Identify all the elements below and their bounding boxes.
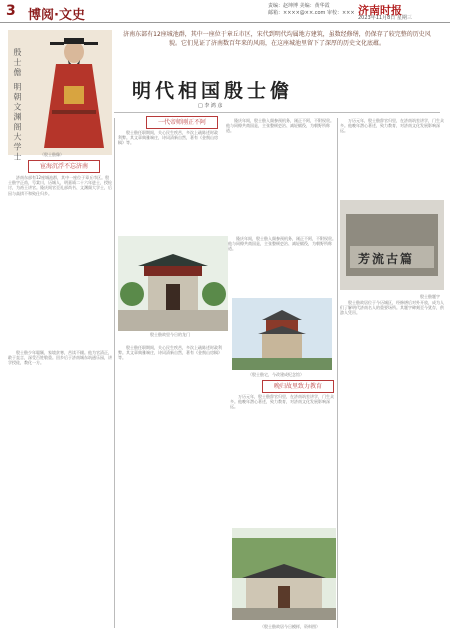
paragraph: 济南东部有12座城池群，其中一座位于章丘市区。殷士儋字正甫，号棠川，历城人，明嘉靖二十六年进士，授检讨，为裕王讲官。隆庆间官至礼部尚书、文渊阁大学士，后因与高拱不和致仕归乡。 — [8, 175, 112, 196]
paragraph: 殷士儋少年聪颖，家境贫寒，苦读不辍。他为官清正，敢于直言，深受百姓敬重。回乡后于济南城东筑通乐园，讲学授徒，教化一方。 — [8, 350, 112, 366]
gate-illustration — [118, 236, 228, 331]
paragraph: 殷士儋任职期间，关心民生疾苦，多次上疏陈述时政利弊。其文章典雅端庄，诗词清新自然，著有《金舆山房稿》等。 — [118, 345, 222, 361]
column-mid-2 — [226, 118, 336, 230]
residence-caption: （殷士儋故居今日模样，资料图） — [260, 624, 320, 629]
issue-date: 2023年11月8日 星期三 — [358, 15, 412, 21]
portrait-illustration — [8, 30, 112, 155]
column-divider — [114, 118, 115, 628]
page-number: 3 — [6, 3, 16, 19]
subhead-middle: 一代帝师刚正不阿 — [146, 116, 218, 129]
calligraphy-text: 殷士儋 明朝文渊阁大学士 — [13, 48, 22, 163]
paragraph: 隆庆年间，殷士儋入阁参预机务，刚正不阿，不附权贵。他与同僚共商国是，主张整顿吏治、减轻赋役，为朝野所称道。 — [226, 118, 334, 134]
article-headline: 明代相国殷士儋 — [132, 80, 294, 102]
portrait-figure — [8, 30, 112, 155]
subhead-left: 宦海沉浮不忘济南 — [28, 160, 100, 173]
column-mid-3 — [228, 236, 336, 296]
tower-illustration — [232, 298, 332, 370]
column-divider — [337, 118, 338, 628]
gate-photo — [118, 236, 228, 331]
intro-text: 济南东部有12座城池群，其中一座位于章丘市区，宋代到明代均属地方建筑，虽数经修缮，仍保存了较完整的历史风貌。它们见证了济南数百年来的风雨，在这座城池里留下了深厚的历史文化底蕴。 — [123, 31, 431, 47]
column-mid-1 — [118, 130, 220, 230]
residence-photo — [232, 528, 336, 620]
column-mid-bottom — [118, 345, 226, 620]
paragraph: 万历元年，殷士儋辞官归里，在济南筑室讲学，门生众多。他晚年潜心著述，致力教育，对济南文化发展影响深远。 — [230, 394, 334, 410]
residence-illustration — [232, 528, 336, 620]
gate-caption: 殷士儋故里今日的龙门 — [150, 332, 190, 337]
paragraph: 殷士儋任职期间，关心民生疾苦，多次上疏陈述时政利弊。其文章典雅端庄，诗词清新自然，著有《金舆山房稿》等。 — [118, 130, 218, 146]
inscription-text: 芳流古篇 — [358, 252, 415, 266]
column-right-bottom — [340, 300, 444, 620]
portrait-caption: （殷士儋像） — [40, 152, 64, 157]
column-left-top — [8, 175, 112, 345]
column-right-top — [340, 118, 444, 198]
headline-divider — [114, 112, 440, 113]
meta-line-2: 邮箱：××××@××.com 审校：××× — [268, 10, 355, 16]
meta-line-1: 责编：赵坤博 美编：黄华霞 — [268, 3, 330, 9]
masthead-logo: 济南时报 — [358, 4, 402, 17]
column-right-mid — [230, 394, 334, 524]
inscription-caption: 殷士儋题字 — [420, 294, 440, 299]
subhead-right: 晚归故里致力教育 — [262, 380, 334, 393]
column-left-bottom — [8, 350, 112, 565]
tower-photo — [232, 298, 332, 370]
inscription-photo — [340, 200, 444, 290]
paragraph: 殷士儋故居位于今历城区，经修缮后对外开放，成为人们了解明代济南名人的重要场所。其题字碑刻至今犹存，供游人凭吊。 — [340, 300, 444, 316]
stone-illustration — [340, 200, 444, 290]
editor-meta — [268, 3, 355, 17]
tower-caption: （殷士儋宅，今改建成纪念馆） — [248, 372, 304, 377]
paragraph: 万历元年，殷士儋辞官归里，在济南筑室讲学，门生众多。他晚年潜心著述，致力教育，对济南文化发展影响深远。 — [340, 118, 444, 134]
section-title: 博阅·文史 — [28, 8, 85, 23]
page-header — [0, 0, 450, 23]
article-byline: □ 李 鸿 彦 — [198, 103, 223, 109]
paragraph: 隆庆年间，殷士儋入阁参预机务，刚正不阿，不附权贵。他与同僚共商国是，主张整顿吏治、减轻赋役，为朝野所称道。 — [228, 236, 336, 252]
